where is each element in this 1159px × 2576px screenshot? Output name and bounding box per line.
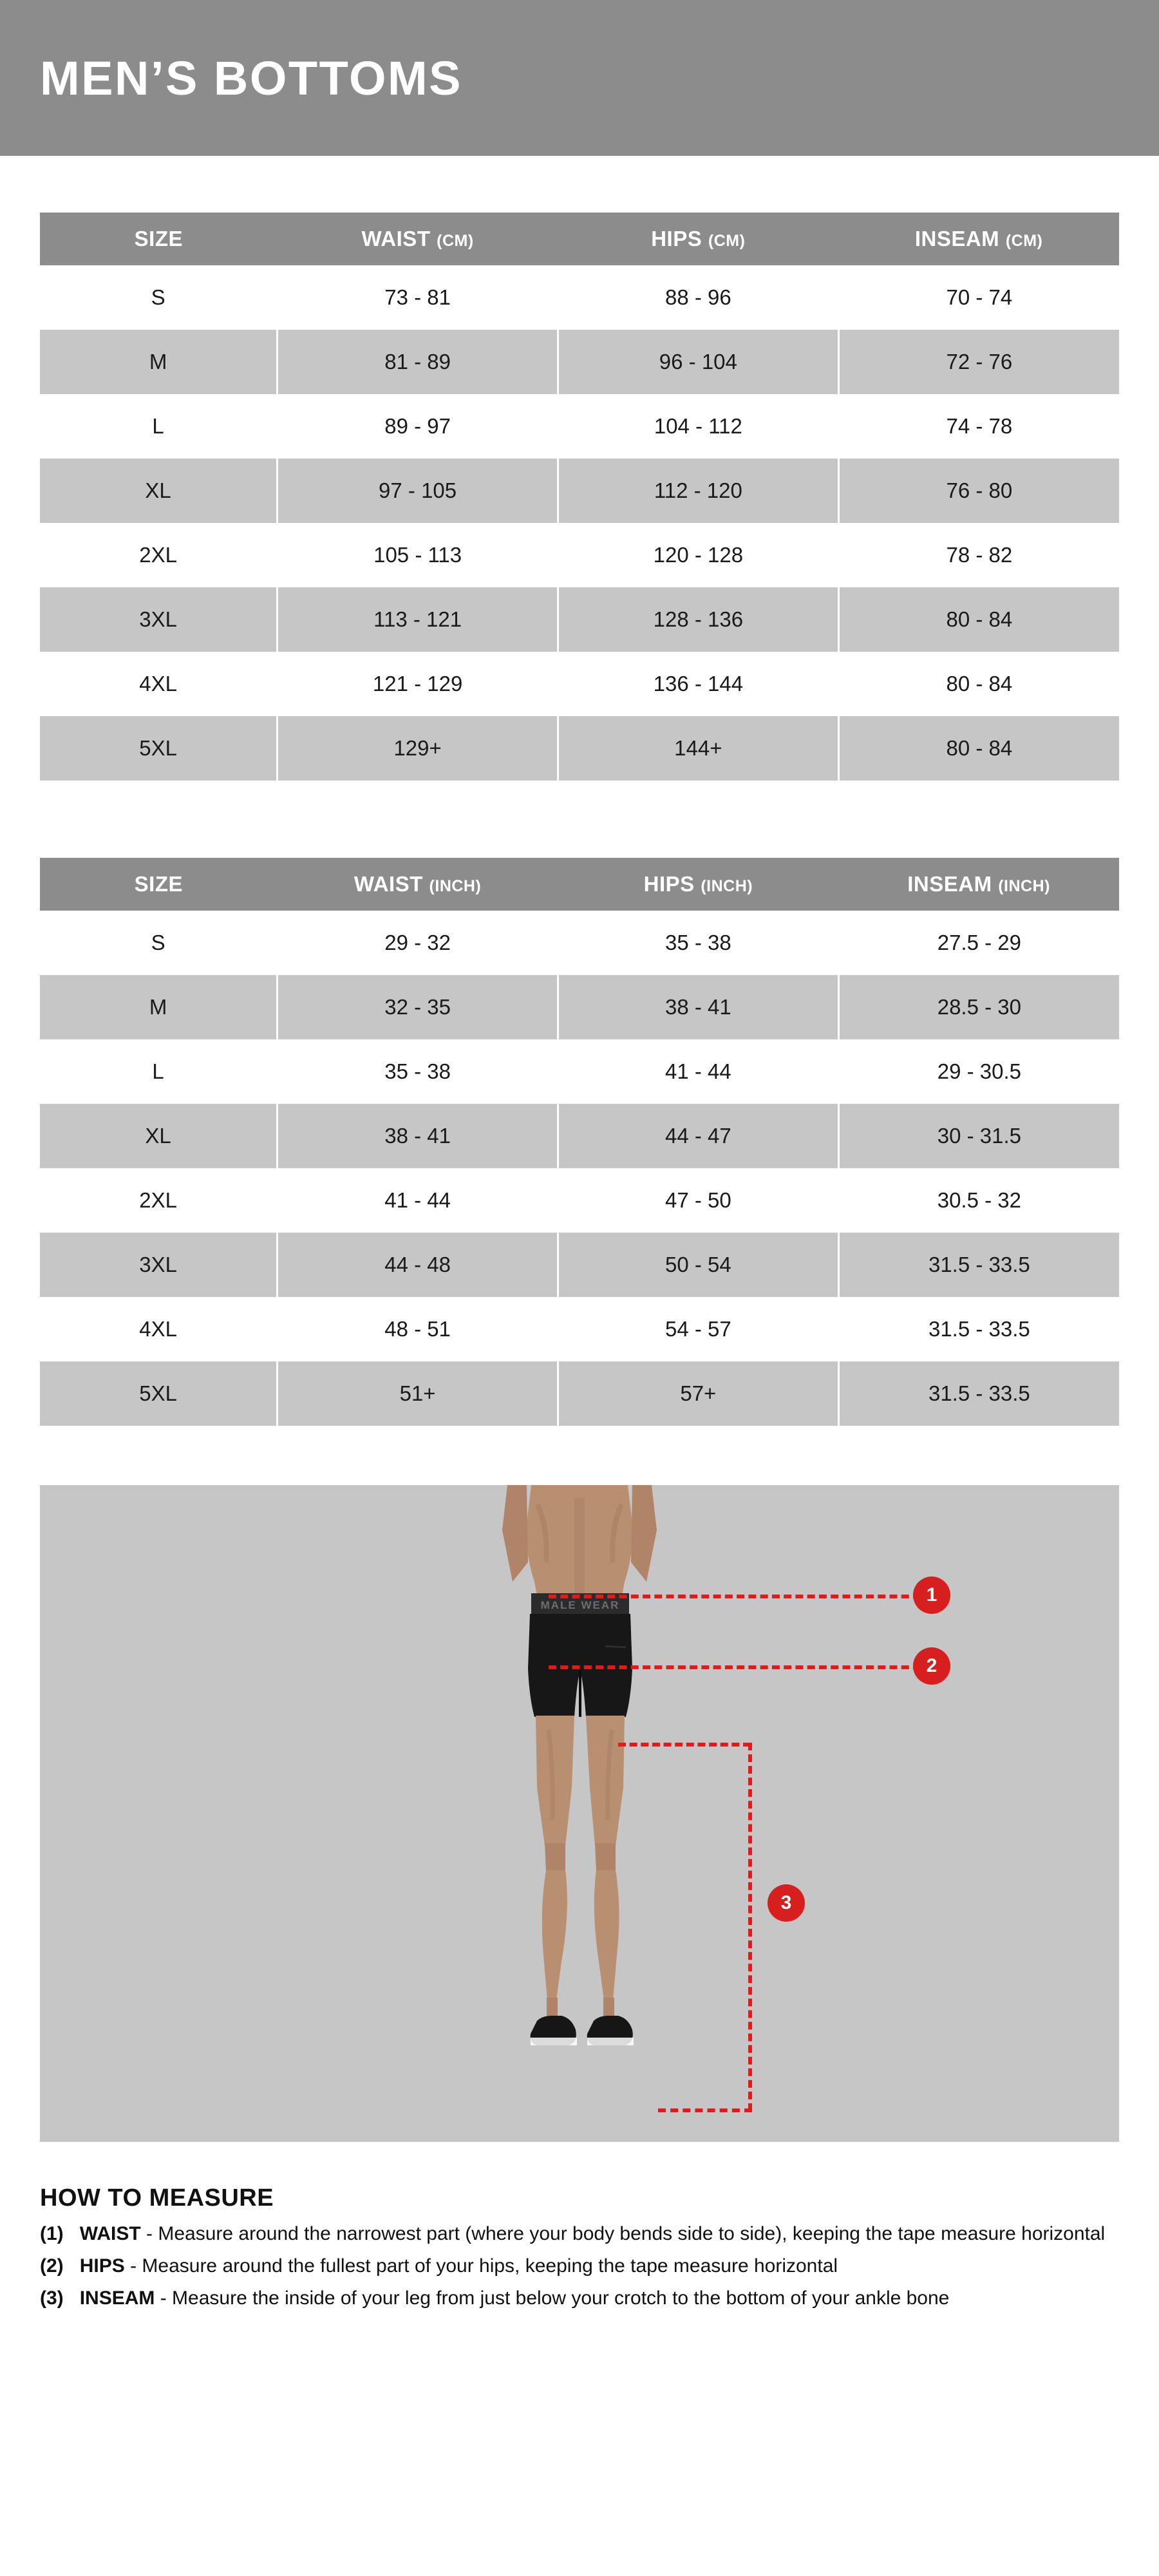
cell-waist: 51+ [278, 1361, 558, 1426]
cell-hips: 112 - 120 [558, 459, 838, 523]
cell-hips: 41 - 44 [558, 1039, 838, 1104]
cell-hips: 35 - 38 [558, 911, 838, 975]
table-row [40, 716, 1119, 781]
cell-hips: 120 - 128 [558, 523, 838, 587]
cell-hips: 47 - 50 [558, 1168, 838, 1233]
cell-hips: 104 - 112 [558, 394, 838, 459]
unit-label: (INCH) [701, 877, 753, 895]
size-chart-inch [40, 858, 1119, 1426]
cell-inseam: 29 - 30.5 [838, 1039, 1119, 1104]
cell-inseam: 31.5 - 33.5 [838, 1361, 1119, 1426]
unit-label: (INCH) [998, 877, 1050, 895]
cell-size: 2XL [40, 1168, 278, 1233]
size-chart-cm [40, 213, 1119, 781]
column-header-hips: HIPS (INCH) [558, 858, 838, 911]
page-title: MEN’S BOTTOMS [40, 51, 463, 105]
cell-waist: 29 - 32 [278, 911, 558, 975]
cell-inseam: 78 - 82 [838, 523, 1119, 587]
cell-hips: 136 - 144 [558, 652, 838, 716]
instruction-term: HIPS [79, 2255, 125, 2277]
cell-waist: 44 - 48 [278, 1233, 558, 1297]
waist-measure-line [549, 1595, 921, 1598]
table-row [40, 265, 1119, 330]
cell-waist: 129+ [278, 716, 558, 781]
cell-size: S [40, 265, 278, 330]
instruction-inseam [40, 2286, 1119, 2311]
instruction-number: (3) [40, 2287, 64, 2309]
cell-waist: 41 - 44 [278, 1168, 558, 1233]
badge-3: 3 [768, 1884, 805, 1922]
cell-waist: 97 - 105 [278, 459, 558, 523]
instruction-text: - Measure around the fullest part of your hips, keeping the tape measure horizontal [124, 2255, 838, 2277]
column-header-inseam: INSEAM (INCH) [838, 858, 1119, 911]
cell-size: 5XL [40, 1361, 278, 1426]
table-row [40, 975, 1119, 1039]
how-to-measure-section [0, 2142, 1159, 2356]
cell-inseam: 30.5 - 32 [838, 1168, 1119, 1233]
how-to-measure-title: HOW TO MEASURE [40, 2184, 274, 2211]
table-row [40, 1168, 1119, 1233]
cell-inseam: 74 - 78 [838, 394, 1119, 459]
cell-waist: 81 - 89 [278, 330, 558, 394]
hips-measure-line [549, 1665, 921, 1669]
cell-size: 3XL [40, 1233, 278, 1297]
badge-2: 2 [913, 1647, 950, 1685]
table-row [40, 1297, 1119, 1361]
unit-label: (CM) [1005, 232, 1043, 250]
cell-size: S [40, 911, 278, 975]
cell-waist: 48 - 51 [278, 1297, 558, 1361]
svg-text:MALE WEAR: MALE WEAR [540, 1599, 620, 1611]
cell-inseam: 27.5 - 29 [838, 911, 1119, 975]
column-header-size: SIZE [40, 858, 278, 911]
cell-size: 2XL [40, 523, 278, 587]
inseam-vertical-line [748, 1743, 752, 2111]
cell-hips: 44 - 47 [558, 1104, 838, 1168]
instruction-waist [40, 2221, 1119, 2247]
cell-hips: 96 - 104 [558, 330, 838, 394]
table-row [40, 1104, 1119, 1168]
model-photo [399, 1485, 760, 2142]
table-row [40, 330, 1119, 394]
cell-inseam: 72 - 76 [838, 330, 1119, 394]
table-row [40, 587, 1119, 652]
instruction-hips [40, 2253, 1119, 2279]
column-header-waist: WAIST (INCH) [278, 858, 558, 911]
table-row [40, 1039, 1119, 1104]
inseam-bottom-line [658, 2108, 752, 2112]
cell-inseam: 80 - 84 [838, 587, 1119, 652]
cell-hips: 57+ [558, 1361, 838, 1426]
table-row [40, 394, 1119, 459]
instruction-text: - Measure the inside of your leg from just below your crotch to the bottom of your ankle bone [155, 2287, 950, 2309]
table-row [40, 1233, 1119, 1297]
size-tables-container [0, 213, 1159, 1426]
cell-hips: 38 - 41 [558, 975, 838, 1039]
cell-waist: 73 - 81 [278, 265, 558, 330]
instruction-number: (2) [40, 2255, 64, 2277]
unit-label: (INCH) [429, 877, 482, 895]
cell-inseam: 80 - 84 [838, 716, 1119, 781]
cell-size: M [40, 330, 278, 394]
instruction-text: - Measure around the narrowest part (where your body bends side to side), keeping the tape measure horizontal [140, 2223, 1106, 2244]
cell-size: M [40, 975, 278, 1039]
cell-waist: 121 - 129 [278, 652, 558, 716]
instruction-term: INSEAM [79, 2287, 155, 2309]
cell-size: 3XL [40, 587, 278, 652]
table-row [40, 911, 1119, 975]
cell-inseam: 31.5 - 33.5 [838, 1233, 1119, 1297]
instruction-term: WAIST [79, 2223, 141, 2244]
cell-size: XL [40, 1104, 278, 1168]
cell-waist: 35 - 38 [278, 1039, 558, 1104]
badge-1: 1 [913, 1577, 950, 1614]
table-row [40, 459, 1119, 523]
table-row [40, 652, 1119, 716]
cell-hips: 50 - 54 [558, 1233, 838, 1297]
cell-size: L [40, 1039, 278, 1104]
cell-waist: 113 - 121 [278, 587, 558, 652]
column-header-size: SIZE [40, 213, 278, 265]
inseam-top-line [618, 1743, 751, 1747]
cell-waist: 32 - 35 [278, 975, 558, 1039]
cell-inseam: 31.5 - 33.5 [838, 1297, 1119, 1361]
cell-size: 4XL [40, 1297, 278, 1361]
cell-hips: 54 - 57 [558, 1297, 838, 1361]
cell-hips: 128 - 136 [558, 587, 838, 652]
cell-inseam: 70 - 74 [838, 265, 1119, 330]
cell-waist: 89 - 97 [278, 394, 558, 459]
page-header [0, 0, 1159, 156]
column-header-hips: HIPS (CM) [558, 213, 838, 265]
cell-hips: 88 - 96 [558, 265, 838, 330]
unit-label: (CM) [437, 232, 474, 250]
cell-inseam: 28.5 - 30 [838, 975, 1119, 1039]
cell-inseam: 30 - 31.5 [838, 1104, 1119, 1168]
cell-waist: 38 - 41 [278, 1104, 558, 1168]
cell-size: 5XL [40, 716, 278, 781]
cell-size: L [40, 394, 278, 459]
cell-inseam: 76 - 80 [838, 459, 1119, 523]
cell-size: XL [40, 459, 278, 523]
table-header-row [40, 858, 1119, 911]
instruction-number: (1) [40, 2223, 64, 2244]
table-row [40, 1361, 1119, 1426]
unit-label: (CM) [708, 232, 746, 250]
column-header-inseam: INSEAM (CM) [838, 213, 1119, 265]
table-row [40, 523, 1119, 587]
cell-hips: 144+ [558, 716, 838, 781]
cell-inseam: 80 - 84 [838, 652, 1119, 716]
cell-waist: 105 - 113 [278, 523, 558, 587]
table-header-row [40, 213, 1119, 265]
measurement-diagram [40, 1485, 1119, 2142]
cell-size: 4XL [40, 652, 278, 716]
column-header-waist: WAIST (CM) [278, 213, 558, 265]
